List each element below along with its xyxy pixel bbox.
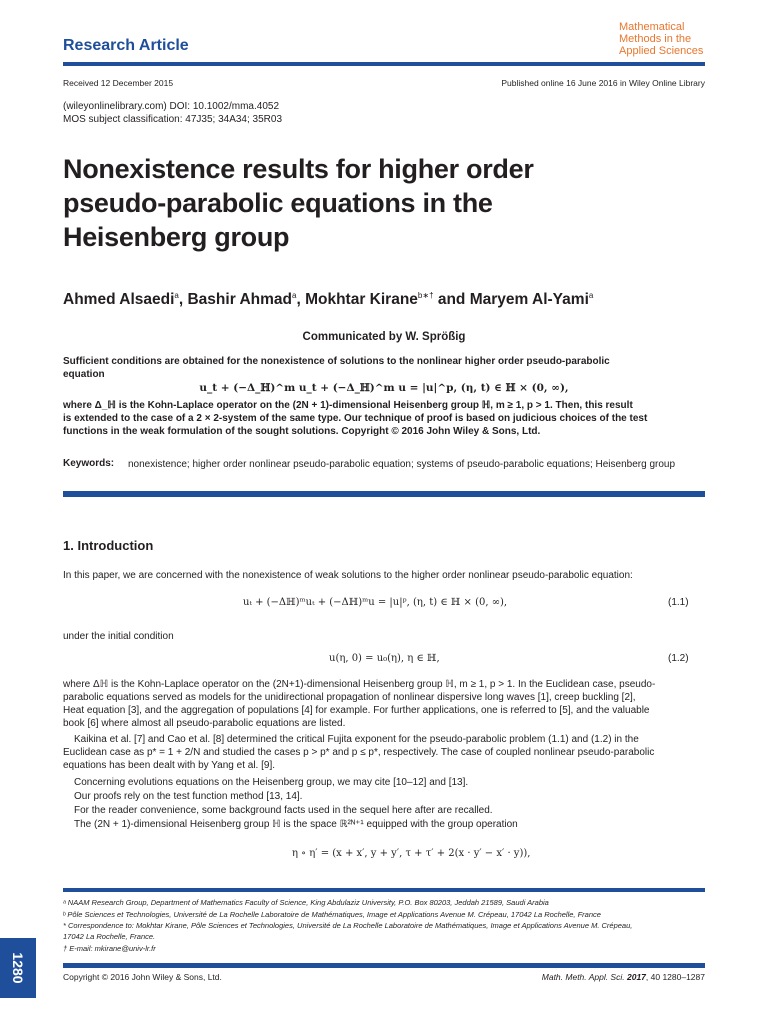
abstract-line: equation xyxy=(63,369,105,380)
author-affiliation-mark: b∗† xyxy=(417,291,434,300)
equation-number: (1.1) xyxy=(668,597,689,608)
body-line: Kaikina et al. [7] and Cao et al. [8] determined the critical Fujita exponent for the pseudo-parabolic problem (1.1) and (1.2) in the xyxy=(74,734,639,745)
keywords-text: nonexistence; higher order nonlinear pseudo-parabolic equation; systems of pseudo-parabolic equations; Heisenberg group xyxy=(128,459,676,470)
body-paragraph xyxy=(63,733,713,772)
author-list xyxy=(63,291,593,309)
abstract-line: where Δ_ℍ is the Kohn-Laplace operator on the (2N + 1)-dimensional Heisenberg group ℍ, m ≥ 1, p > 1. Then, this result xyxy=(63,400,633,411)
received-date: Received 12 December 2015 xyxy=(63,78,174,88)
abstract-line: functions in the weak formulation of the sought solutions. Copyright © 2016 John Wiley & Sons, Ltd. xyxy=(63,426,541,437)
author-separator: , xyxy=(178,291,188,309)
abstract-equation: u_t + (−Δ_ℍ)^m u_t + (−Δ_ℍ)^m u = |u|^p, (η, t) ∈ ℍ × (0, ∞), xyxy=(199,382,569,394)
paper-title xyxy=(63,152,663,254)
author-name: Maryem Al-Yami xyxy=(469,291,589,309)
body-paragraph: under the initial condition xyxy=(63,631,174,642)
equation-group-operation: η ∘ η′ = (x + x′, y + y′, τ + τ′ + 2(x · y′ − x′ · y)), xyxy=(292,848,531,859)
author-name: Mokhtar Kirane xyxy=(305,291,418,309)
author-affiliation-mark: a xyxy=(588,291,594,300)
equation-1-2: u(η, 0) = u₀(η), η ∈ ℍ, xyxy=(329,653,440,664)
journal-name-line: Applied Sciences xyxy=(619,45,704,57)
author-name: Bashir Ahmad xyxy=(187,291,292,309)
body-line: equations has been dealt with by Yang et al. [9]. xyxy=(63,760,276,771)
author-affiliation-mark: a xyxy=(292,291,297,300)
footnote-affiliation-b: ᵇ Pôle Sciences et Technologies, Université de La Rochelle Laboratoire de Mathématiques, Image et Applications Avenue M. Crépeau, 17042 La Rochelle, France xyxy=(63,910,601,919)
communicated-by: Communicated by W. Sprößig xyxy=(302,331,466,343)
body-paragraph: Our proofs rely on the test function method [13, 14]. xyxy=(74,791,303,802)
title-line: Nonexistence results for higher order xyxy=(63,154,534,184)
doi-line: (wileyonlinelibrary.com) DOI: 10.1002/mma.4052 xyxy=(63,101,280,112)
body-line: parabolic equations served as models for the unidirectional propagation of nonlinear dispersive long waves [1], creep buckling [2], xyxy=(63,692,636,703)
footnote-correspondence: * Correspondence to: Mokhtar Kirane, Pôle Sciences et Technologies, Université de La Rochelle Laboratoire de Mathématiques, Image et Applications Avenue M. Crépeau, xyxy=(63,921,633,930)
body-paragraph: For the reader convenience, some background facts used in the sequel here after are recalled. xyxy=(74,805,493,816)
body-line: book [6] where almost all pseudo-parabolic equations are listed. xyxy=(63,718,346,729)
footer-rule xyxy=(63,963,705,968)
title-line: pseudo-parabolic equations in the xyxy=(63,188,493,218)
footnote-rule xyxy=(63,888,705,892)
page-number: 1280 xyxy=(10,952,26,984)
journal-name-line: Mathematical xyxy=(619,21,685,33)
author-separator: and xyxy=(433,291,470,309)
citation-pages: , 40 1280–1287 xyxy=(645,972,705,982)
section-heading xyxy=(63,538,153,553)
author-separator: , xyxy=(296,291,306,309)
abstract-line: Sufficient conditions are obtained for the nonexistence of solutions to the nonlinear higher order pseudo-parabolic xyxy=(63,356,610,367)
body-line: Euclidean case as p* = 1 + 2/N and studied the cases p > p* and p ≤ p*, respectively. The case of coupled nonlinear pseudo-parabolic xyxy=(63,747,655,758)
body-paragraph: In this paper, we are concerned with the nonexistence of weak solutions to the higher order nonlinear pseudo-parabolic equation: xyxy=(63,570,633,581)
footnote-affiliation-a: ᵃ NAAM Research Group, Department of Mathematics Faculty of Science, King Abdulaziz University, P.O. Box 80203, Jeddah 21589, Saudi Arabia xyxy=(63,898,549,907)
keywords-label: Keywords: xyxy=(63,458,115,469)
equation-1-1: uₜ + (−Δℍ)ᵐuₜ + (−Δℍ)ᵐu = |u|ᵖ, (η, t) ∈ ℍ × (0, ∞), xyxy=(243,597,508,608)
abstract-line: is extended to the case of a 2 × 2-system of the same type. Our technique of proof is based on judicious choices of the test xyxy=(63,413,648,424)
abstract-rule xyxy=(63,491,705,497)
author-name: Ahmed Alsaedi xyxy=(63,291,175,309)
footnote-correspondence-cont: 17042 La Rochelle, France. xyxy=(63,932,156,941)
author-affiliation-mark: a xyxy=(174,291,179,300)
footer-citation xyxy=(542,972,705,982)
journal-name xyxy=(619,21,703,57)
title-line: Heisenberg group xyxy=(63,222,290,252)
body-line: where Δℍ is the Kohn-Laplace operator on the (2N+1)-dimensional Heisenberg group ℍ, m ≥ 1, p > 1. In the Euclidean case, pseudo- xyxy=(63,679,656,690)
citation-journal: Math. Meth. Appl. Sci. xyxy=(541,972,625,982)
equation-number: (1.2) xyxy=(668,653,689,664)
journal-name-line: Methods in the xyxy=(619,33,692,45)
body-paragraph: The (2N + 1)-dimensional Heisenberg group ℍ is the space ℝ²ᴺ⁺¹ equipped with the group operation xyxy=(74,819,518,830)
citation-year: 2017 xyxy=(626,972,646,982)
body-line: Heat equation [3], and the aggregation of populations [4] for example. For further applications, one is referred to [5], and the valuable xyxy=(63,705,650,716)
footnote-email: † E-mail: mkirane@univ-lr.fr xyxy=(63,944,156,953)
body-paragraph: Concerning evolutions equations on the Heisenberg group, we may cite [10–12] and [13]. xyxy=(74,777,469,788)
article-type-label: Research Article xyxy=(63,37,189,54)
msc-line: MOS subject classification: 47J35; 34A34; 35R03 xyxy=(63,114,283,125)
section-number: 1. xyxy=(63,538,74,553)
body-paragraph xyxy=(63,678,713,730)
header-rule xyxy=(63,62,705,66)
published-date: Published online 16 June 2016 in Wiley Online Library xyxy=(501,78,705,88)
footer-copyright: Copyright © 2016 John Wiley & Sons, Ltd. xyxy=(63,972,222,982)
section-title: Introduction xyxy=(77,538,154,553)
